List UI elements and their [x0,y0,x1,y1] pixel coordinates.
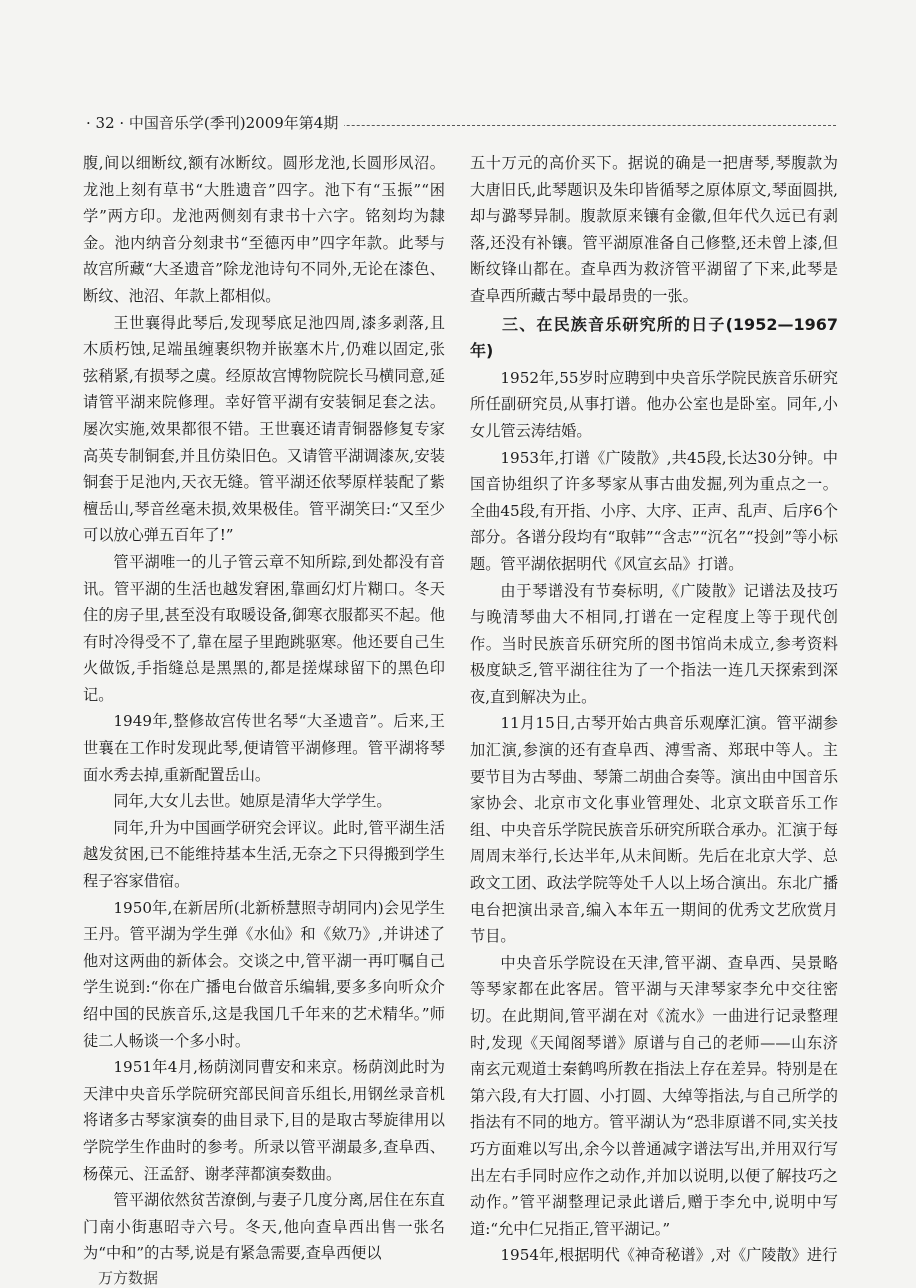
right-column [470,150,838,1269]
section-heading: 三、在民族音乐研究所的日子(1952—1967年) [470,314,838,361]
paragraph: 同年,升为中国画学研究会评议。此时,管平湖生活越发贫困,已不能维持基本生活,无奈之下只得搬到学生程子容家借宿。 [83,818,445,891]
paragraph: 由于琴谱没有节奏标明,《广陵散》记谱法及技巧与晚清琴曲大不相同,打谱在一定程度上等于现代创作。当时民族音乐研究所的图书馆尚未成立,参考资料极度缺乏,管平湖往往为了一个指法一连几天探索到深夜,直到解决为止。 [470,581,838,706]
page-number-journal: · 32 · 中国音乐学(季刊)2009年第4期 [86,112,344,134]
paragraph: 1949年,整修故宫传世名琴“大圣遗音”。后来,王世襄在工作时发现此琴,便请管平湖修理。管平湖将琴面水秀去掉,重新配置岳山。 [83,712,445,784]
paragraph: 1950年,在新居所(北新桥慧照寺胡同内)会见学生王丹。管平湖为学生弹《水仙》和《欸乃》,并讲述了他对这两曲的新体会。交谈之中,管平湖一再叮嘱自己学生说到:“你在广播电台做音乐编辑,要多多向听众介绍中国的民族音乐,这是我国几千年来的艺术精华。”师徒二人畅谈一个多小时。 [83,898,445,1050]
paragraph: 王世襄得此琴后,发现琴底足池四周,漆多剥落,且木质朽蚀,足端虽缠裹织物并嵌塞木片,仍难以固定,张弦稍紧,有损琴之虞。经原故宫博物院院长马横同意,延请管平湖来院修理。幸好管平湖有安装铜足套之法。屡次实施,效果都很不错。王世襄还请青铜器修复专家高英专制铜套,并且仿染旧色。又请管平湖调漆灰,安装铜套于足池内,天衣无缝。管平湖还依琴原样装配了紫檀岳山,琴音丝毫未损,效果极佳。管平湖笑曰:“又至少可以放心弹五百年了!” [83,313,445,545]
paragraph: 11月15日,古琴开始古典音乐观摩汇演。管平湖参加汇演,参演的还有查阜西、溥雪斋、郑珉中等人。主要节目为古琴曲、琴箫二胡曲合奏等。演出由中国音乐家协会、北京市文化事业管理处、北京文联音乐工作组、中央音乐学院民族音乐研究所联合承办。汇演于每周周末举行,长达半年,从未间断。先后在北京大学、总政文工团、政法学院等处千人以上场合演出。东北广播电台把演出录音,编入本年五一期间的优秀文艺欣赏月节目。 [470,714,838,946]
paragraph: 腹,间以细断纹,额有冰断纹。圆形龙池,长圆形凤沼。龙池上刻有草书“大胜遗音”四字。池下有“玉振”“困学”两方印。龙池两侧刻有隶书十六字。铭刻均为隸金。池内纳音分刻隶书“至德丙申”四字年款。此琴与故宫所藏“大圣遗音”除龙池诗句不同外,无论在漆色、断纹、池沼、年款上都相似。 [83,154,445,305]
paragraph: 中央音乐学院设在天津,管平湖、查阜西、吴景略等琴家都在此客居。管平湖与天津琴家李允中交往密切。在此期间,管平湖在对《流水》一曲进行记录整理时,发现《天闻阁琴谱》原谱与自己的老师——山东济南玄元观道士秦鹤鸣所教在指法上存在差异。特别是在第六段,有大打圆、小打圆、大绰等指法,与自己所学的指法有不同的地方。管平湖认为“恐非原谱不同,实关技巧方面难以写出,余今以普通减字谱法写出,并用双行写出左右手同时应作之动作,并加以说明,以便了解技巧之动作。”管平湖整理记录此谱后,赠于李允中,说明中写道:“允中仁兄指正,管平湖记。” [470,953,838,1238]
paragraph: 1954年,根据明代《神奇秘谱》,对《广陵散》进行 [500,1246,838,1265]
watermark: 万方数据 [98,1269,159,1287]
paragraph: 1953年,打谱《广陵散》,共45段,长达30分钟。中国音协组织了许多琴家从事古曲发掘,列为重点之一。全曲45段,有开指、小序、大序、正声、乱声、后序6个部分。各谱分段均有“取韩”“含志”“沉名”“投剑”等小标题。管平湖依据明代《风宣玄品》打谱。 [470,448,838,573]
paragraph: 1951年4月,杨荫浏同曹安和来京。杨荫浏此时为天津中央音乐学院研究部民间音乐组长,用钢丝录音机将诸多古琴家演奏的曲目录下,目的是取古琴旋律用以学院学生作曲时的参考。所录以管平湖最多,查阜西、杨葆元、汪孟舒、谢孝萍都演奏数曲。 [83,1058,445,1183]
paragraph: 管平湖依然贫苦潦倒,与妻子几度分离,居住在东直门南小街惠昭寺六号。冬天,他向查阜西出售一张名为“中和”的古琴,说是有紧急需要,查阜西便以 [83,1191,445,1263]
left-column [83,150,445,1267]
paragraph: 同年,大女儿去世。她原是清华大学学生。 [113,792,392,811]
paragraph: 管平湖唯一的儿子管云章不知所踪,到处都没有音讯。管平湖的生活也越发窘困,靠画幻灯片糊口。冬天住的房子里,甚至没有取暖设备,御寒衣服都买不起。他有时冷得受不了,靠在屋子里跑跳驱寒。他还要自己生火做饭,手指缝总是黑黑的,都是搓煤球留下的黑色印记。 [83,552,445,704]
paragraph: 五十万元的高价买下。据说的确是一把唐琴,琴腹款为大唐旧氏,此琴题识及朱印皆循琴之原体原文,琴面圆拱,却与潞琴异制。腹款原来镶有金徽,但年代久远已有剥落,还没有补镶。管平湖原准备自己修整,还未曾上漆,但断纹锋山都在。查阜西为救济管平湖留了下来,此琴是查阜西所藏古琴中最昂贵的一张。 [470,154,838,305]
paragraph: 1952年,55岁时应聘到中央音乐学院民族音乐研究所任副研究员,从事打谱。他办公室也是卧室。同年,小女儿管云涛结婚。 [470,368,838,440]
running-header [86,112,836,138]
